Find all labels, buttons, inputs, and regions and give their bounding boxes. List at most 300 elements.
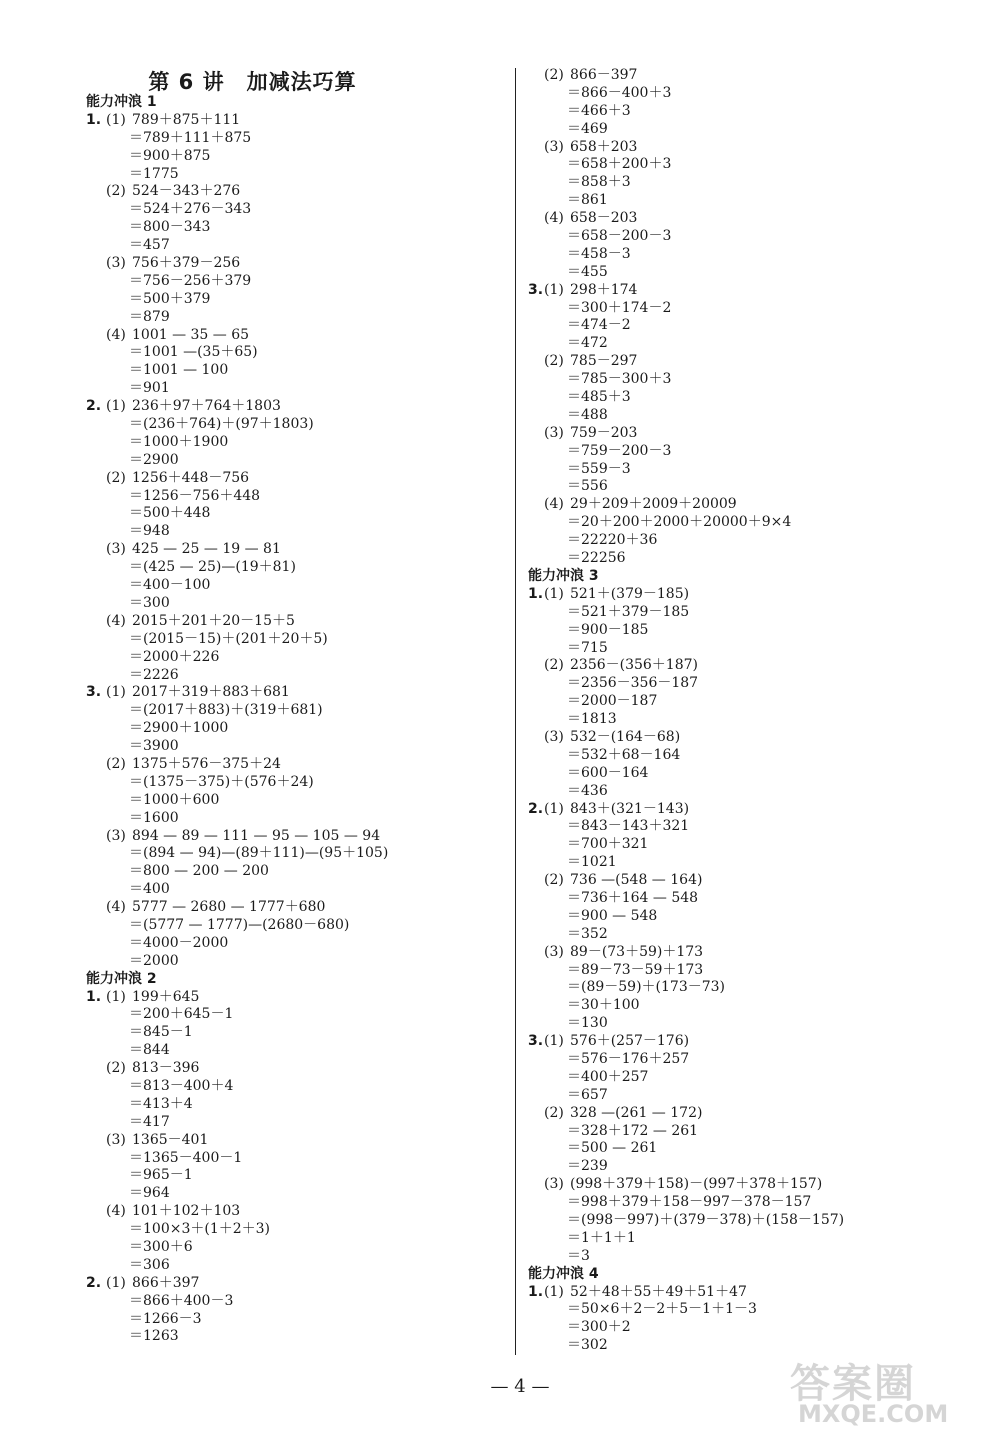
- expression: ＝455: [567, 263, 608, 280]
- sub-question-label: (3): [544, 138, 564, 155]
- solution-step: [86, 577, 506, 595]
- expression: ＝1001 — 100: [129, 362, 229, 379]
- expression: ＝300＋2: [567, 1319, 631, 1336]
- solution-step: [528, 1248, 968, 1266]
- problem-line: [86, 183, 506, 201]
- expression: ＝700＋321: [567, 836, 649, 853]
- sub-question-label: (2): [544, 657, 564, 674]
- problem-line: [528, 657, 968, 675]
- expression: ＝488: [567, 406, 608, 423]
- solution-step: [86, 792, 506, 810]
- expression: ＝400－100: [129, 577, 211, 594]
- solution-step: [528, 514, 968, 532]
- expression: ＝352: [567, 925, 608, 942]
- expression: ＝756－256＋379: [129, 272, 252, 289]
- expression: ＝500 — 261: [567, 1140, 658, 1157]
- solution-step: [86, 219, 506, 237]
- sub-question-label: (4): [106, 326, 126, 343]
- section-heading: 能力冲浪 3: [528, 567, 599, 584]
- sub-question-label: (2): [106, 183, 126, 200]
- solution-step: [86, 1185, 506, 1203]
- watermark-logo: [790, 1352, 990, 1432]
- solution-step: [86, 488, 506, 506]
- expression: 236＋97＋764＋1803: [132, 398, 281, 415]
- problem-number: 2.: [86, 1274, 102, 1291]
- sub-question-label: (2): [544, 1104, 564, 1121]
- expression: ＝1813: [567, 711, 617, 728]
- problem-line: [528, 353, 968, 371]
- expression: ＝2000: [129, 952, 179, 969]
- solution-step: [86, 1114, 506, 1132]
- page-number: — 4 —: [490, 1376, 550, 1397]
- problem-line: [528, 801, 968, 819]
- problem-line: [86, 112, 506, 130]
- expression: ＝600－164: [567, 764, 649, 781]
- expression: 1001 — 35 — 65: [132, 326, 250, 343]
- expression: ＝22256: [567, 550, 626, 567]
- problem-number: 1.: [86, 988, 102, 1005]
- expression: ＝800－343: [129, 219, 211, 236]
- solution-step: [528, 550, 968, 568]
- problem-line: [86, 1060, 506, 1078]
- expression: ＝715: [567, 639, 608, 656]
- expression: ＝1256－756＋448: [129, 487, 261, 504]
- solution-step: [528, 675, 968, 693]
- solution-step: [86, 130, 506, 148]
- column-divider: [515, 68, 516, 1355]
- expression: ＝239: [567, 1158, 608, 1175]
- expression: ＝(89－59)＋(173－73): [567, 979, 726, 996]
- sub-question-label: (1): [106, 988, 126, 1005]
- expression: 1256＋448－756: [132, 469, 250, 486]
- solution-step: [86, 344, 506, 362]
- expression: ＝458－3: [567, 245, 631, 262]
- expression: ＝900－185: [567, 621, 649, 638]
- solution-step: [86, 1024, 506, 1042]
- solution-step: [528, 1015, 968, 1033]
- solution-step: [86, 667, 506, 685]
- solution-step: [86, 774, 506, 792]
- solution-step: [528, 156, 968, 174]
- expression: ＝964: [129, 1185, 170, 1202]
- expression: ＝736＋164 — 548: [567, 889, 699, 906]
- solution-step: [528, 997, 968, 1015]
- sub-question-label: (2): [106, 469, 126, 486]
- solution-step: [528, 1140, 968, 1158]
- problem-line: [86, 899, 506, 917]
- expression: ＝556: [567, 478, 608, 495]
- problem-line: [86, 684, 506, 702]
- problem-line: [86, 1203, 506, 1221]
- solution-step: [86, 738, 506, 756]
- expression: ＝658＋200＋3: [567, 156, 672, 173]
- solution-step: [528, 979, 968, 997]
- solution-step: [86, 810, 506, 828]
- problem-number: 2.: [86, 398, 102, 415]
- right-column: [528, 67, 968, 1355]
- expression: ＝843－143＋321: [567, 818, 690, 835]
- expression: (998＋379＋158)－(997＋378＋157): [570, 1176, 823, 1193]
- expression: ＝900＋875: [129, 147, 211, 164]
- solution-step: [528, 443, 968, 461]
- problem-line: [528, 496, 968, 514]
- expression: 101＋102＋103: [132, 1203, 241, 1220]
- sub-question-label: (2): [544, 67, 564, 83]
- solution-step: [86, 416, 506, 434]
- expression: ＝300＋174－2: [567, 299, 672, 316]
- solution-step: [528, 693, 968, 711]
- expression: 658－203: [570, 210, 638, 227]
- solution-step: [528, 1230, 968, 1248]
- problem-line: [528, 944, 968, 962]
- section-heading: 能力冲浪 4: [528, 1265, 599, 1282]
- problem-line: [86, 470, 506, 488]
- problem-number: 1.: [86, 111, 102, 128]
- solution-step: [86, 1006, 506, 1024]
- solution-step: [86, 1096, 506, 1114]
- problem-number: 3.: [86, 684, 102, 701]
- solution-step: [86, 559, 506, 577]
- solution-step: [528, 85, 968, 103]
- page-title: 第 6 讲 加减法巧算: [148, 70, 357, 94]
- expression: ＝2900: [129, 451, 179, 468]
- solution-step: [86, 1150, 506, 1168]
- expression: ＝500＋379: [129, 290, 211, 307]
- solution-step: [528, 711, 968, 729]
- expression: ＝524＋276－343: [129, 201, 252, 218]
- watermark-url: MXQE.COM: [798, 1400, 949, 1428]
- expression: ＝658－200－3: [567, 228, 672, 245]
- section-heading: 能力冲浪 2: [86, 970, 157, 987]
- sub-question-label: (1): [106, 398, 126, 415]
- problem-line: [528, 139, 968, 157]
- solution-step: [528, 836, 968, 854]
- expression: ＝900 — 548: [567, 907, 658, 924]
- solution-step: [528, 371, 968, 389]
- solution-step: [86, 953, 506, 971]
- sub-question-label: (1): [106, 1274, 126, 1291]
- expression: ＝2356－356－187: [567, 675, 699, 692]
- expression: ＝20＋200＋2000＋20000＋9×4: [567, 514, 792, 531]
- solution-step: [528, 1212, 968, 1230]
- expression: ＝485＋3: [567, 389, 631, 406]
- expression: ＝1266－3: [129, 1310, 202, 1327]
- expression: ＝559－3: [567, 460, 631, 477]
- expression: ＝532＋68－164: [567, 746, 681, 763]
- expression: ＝22220＋36: [567, 532, 658, 549]
- solution-step: [528, 192, 968, 210]
- solution-step: [528, 765, 968, 783]
- left-column: [86, 94, 506, 1346]
- problem-line: [528, 729, 968, 747]
- expression: ＝400＋257: [567, 1068, 649, 1085]
- expression: ＝300: [129, 594, 170, 611]
- solution-step: [86, 1311, 506, 1329]
- expression: ＝901: [129, 380, 170, 397]
- expression: ＝1021: [567, 854, 617, 871]
- solution-step: [528, 121, 968, 139]
- expression: ＝(5777 — 1777)—(2680－680): [129, 916, 350, 933]
- solution-step: [528, 1319, 968, 1337]
- problem-line: [86, 398, 506, 416]
- sub-question-label: (3): [106, 827, 126, 844]
- expression: 2356－(356＋187): [570, 657, 698, 674]
- expression: 576＋(257－176): [570, 1033, 690, 1050]
- solution-step: [86, 291, 506, 309]
- solution-step: [528, 532, 968, 550]
- expression: 894 — 89 — 111 — 95 — 105 — 94: [132, 827, 381, 844]
- expression: 866－397: [570, 67, 638, 83]
- expression: 199＋645: [132, 988, 200, 1005]
- solution-step: [528, 228, 968, 246]
- expression: 843＋(321－143): [570, 800, 690, 817]
- problem-line: [528, 1176, 968, 1194]
- solution-step: [86, 166, 506, 184]
- solution-step: [86, 1167, 506, 1185]
- solution-step: [528, 854, 968, 872]
- sub-question-label: (3): [106, 255, 126, 272]
- expression: ＝(2015－15)＋(201＋20＋5): [129, 630, 328, 647]
- problem-line: [528, 586, 968, 604]
- solution-step: [528, 246, 968, 264]
- solution-step: [86, 1221, 506, 1239]
- solution-step: [86, 1328, 506, 1346]
- solution-step: [528, 407, 968, 425]
- expression: 866＋397: [132, 1274, 200, 1291]
- solution-step: [528, 1069, 968, 1087]
- expression: ＝800 — 200 — 200: [129, 863, 269, 880]
- solution-step: [86, 309, 506, 327]
- sub-question-label: (1): [106, 111, 126, 128]
- solution-step: [528, 317, 968, 335]
- expression: ＝1＋1＋1: [567, 1229, 636, 1246]
- expression: ＝576－176＋257: [567, 1050, 690, 1067]
- solution-step: [528, 461, 968, 479]
- sub-question-label: (1): [544, 1033, 564, 1050]
- problem-line: [86, 541, 506, 559]
- expression: ＝302: [567, 1337, 608, 1354]
- sub-question-label: (3): [544, 424, 564, 441]
- solution-step: [528, 389, 968, 407]
- solution-step: [86, 881, 506, 899]
- solution-step: [86, 237, 506, 255]
- expression: ＝466＋3: [567, 102, 631, 119]
- solution-step: [528, 103, 968, 121]
- sub-question-label: (4): [544, 210, 564, 227]
- solution-step: [86, 595, 506, 613]
- expression: ＝89－73－59＋173: [567, 961, 704, 978]
- expression: ＝306: [129, 1256, 170, 1273]
- expression: ＝4000－2000: [129, 934, 229, 951]
- sub-question-label: (3): [106, 541, 126, 558]
- solution-step: [86, 505, 506, 523]
- sub-question-label: (3): [544, 943, 564, 960]
- solution-step: [528, 174, 968, 192]
- sub-question-label: (2): [106, 755, 126, 772]
- solution-step: [86, 702, 506, 720]
- expression: ＝417: [129, 1113, 170, 1130]
- problem-line: [86, 613, 506, 631]
- expression: ＝2000－187: [567, 693, 658, 710]
- expression: ＝1600: [129, 809, 179, 826]
- solution-step: [86, 863, 506, 881]
- expression: ＝948: [129, 523, 170, 540]
- expression: ＝845－1: [129, 1024, 193, 1041]
- expression: ＝1000＋600: [129, 791, 220, 808]
- expression: ＝866＋400－3: [129, 1292, 234, 1309]
- expression: ＝(1375－375)＋(576＋24): [129, 773, 314, 790]
- problem-line: [528, 1033, 968, 1051]
- sub-question-label: (2): [544, 353, 564, 370]
- solution-step: [528, 908, 968, 926]
- expression: 521＋(379－185): [570, 585, 690, 602]
- problem-line: [528, 67, 968, 85]
- expression: 328 —(261 — 172): [570, 1104, 703, 1121]
- expression: ＝965－1: [129, 1167, 193, 1184]
- expression: ＝2000＋226: [129, 648, 220, 665]
- expression: 89－(73＋59)＋173: [570, 943, 704, 960]
- solution-step: [528, 1301, 968, 1319]
- solution-step: [86, 720, 506, 738]
- sub-question-label: (4): [106, 899, 126, 916]
- solution-step: [528, 335, 968, 353]
- expression: 1365－401: [132, 1131, 209, 1148]
- solution-step: [86, 362, 506, 380]
- problem-line: [86, 828, 506, 846]
- solution-step: [86, 1078, 506, 1096]
- expression: ＝413＋4: [129, 1095, 193, 1112]
- solution-step: [528, 1051, 968, 1069]
- problem-line: [528, 282, 968, 300]
- sub-question-label: (3): [106, 1131, 126, 1148]
- problem-line: [86, 756, 506, 774]
- expression: ＝130: [567, 1015, 608, 1032]
- sub-question-label: (1): [106, 684, 126, 701]
- expression: ＝30＋100: [567, 997, 640, 1014]
- expression: ＝472: [567, 335, 608, 352]
- problem-number: 3.: [528, 281, 544, 298]
- expression: 532－(164－68): [570, 728, 681, 745]
- expression: ＝328＋172 — 261: [567, 1122, 699, 1139]
- expression: ＝844: [129, 1042, 170, 1059]
- expression: ＝1365－400－1: [129, 1149, 243, 1166]
- solution-step: [528, 622, 968, 640]
- expression: ＝813－400＋4: [129, 1077, 234, 1094]
- expression: ＝879: [129, 308, 170, 325]
- expression: ＝500＋448: [129, 505, 211, 522]
- expression: ＝1001 —(35＋65): [129, 344, 258, 361]
- problem-line: [86, 1132, 506, 1150]
- expression: ＝861: [567, 192, 608, 209]
- expression: 29＋209＋2009＋20009: [570, 496, 737, 513]
- solution-step: [528, 926, 968, 944]
- problem-number: 3.: [528, 1033, 544, 1050]
- solution-step: [528, 1123, 968, 1141]
- solution-step: [86, 380, 506, 398]
- solution-step: [528, 783, 968, 801]
- sub-question-label: (1): [544, 1283, 564, 1300]
- sub-question-label: (2): [544, 872, 564, 889]
- solution-step: [86, 273, 506, 291]
- solution-step: [86, 434, 506, 452]
- expression: ＝50×6＋2－2＋5－1＋1－3: [567, 1301, 757, 1318]
- expression: ＝(998－997)＋(379－378)＋(158－157): [567, 1212, 845, 1228]
- expression: ＝400: [129, 881, 170, 898]
- expression: 425 — 25 — 19 — 81: [132, 541, 281, 558]
- expression: ＝469: [567, 120, 608, 137]
- solution-step: [86, 649, 506, 667]
- expression: 2015＋201＋20－15＋5: [132, 612, 295, 629]
- solution-step: [86, 917, 506, 935]
- solution-step: [86, 935, 506, 953]
- sub-question-label: (2): [106, 1060, 126, 1077]
- expression: 759－203: [570, 424, 638, 441]
- expression: 5777 — 2680 — 1777＋680: [132, 899, 326, 916]
- solution-step: [86, 201, 506, 219]
- expression: 298＋174: [570, 281, 638, 298]
- sub-question-label: (4): [106, 612, 126, 629]
- expression: 736 —(548 — 164): [570, 872, 703, 889]
- expression: ＝521＋379－185: [567, 603, 690, 620]
- problem-line: [86, 255, 506, 273]
- solution-step: [86, 1293, 506, 1311]
- expression: ＝(236＋764)＋(97＋1803): [129, 416, 314, 433]
- solution-step: [86, 631, 506, 649]
- expression: ＝(425 — 25)—(19＋81): [129, 559, 296, 576]
- expression: ＝1263: [129, 1328, 179, 1345]
- expression: ＝457: [129, 237, 170, 254]
- problem-number: 1.: [528, 585, 544, 602]
- sub-question-label: (1): [544, 281, 564, 298]
- problem-line: [86, 327, 506, 345]
- expression: ＝858＋3: [567, 174, 631, 191]
- solution-step: [528, 640, 968, 658]
- solution-step: [86, 523, 506, 541]
- expression: ＝(2017＋883)＋(319＋681): [129, 702, 323, 719]
- expression: ＝474－2: [567, 317, 631, 334]
- expression: ＝998＋379＋158－997－378－157: [567, 1194, 812, 1211]
- problem-line: [528, 210, 968, 228]
- section-heading: 能力冲浪 1: [86, 94, 157, 110]
- sub-question-label: (3): [544, 728, 564, 745]
- problem-line: [528, 1284, 968, 1302]
- sub-question-label: (4): [544, 496, 564, 513]
- sub-question-label: (1): [544, 585, 564, 602]
- expression: ＝866－400＋3: [567, 84, 672, 101]
- expression: 2017＋319＋883＋681: [132, 684, 290, 701]
- problem-line: [86, 1275, 506, 1293]
- expression: 785－297: [570, 353, 638, 370]
- problem-number: 2.: [528, 800, 544, 817]
- expression: ＝785－300＋3: [567, 371, 672, 388]
- sub-question-label: (3): [544, 1176, 564, 1193]
- expression: ＝759－200－3: [567, 442, 672, 459]
- solution-step: [528, 1194, 968, 1212]
- solution-step: [528, 962, 968, 980]
- solution-step: [528, 747, 968, 765]
- expression: ＝2226: [129, 666, 179, 683]
- solution-step: [528, 1158, 968, 1176]
- solution-step: [528, 890, 968, 908]
- expression: ＝657: [567, 1086, 608, 1103]
- solution-step: [86, 845, 506, 863]
- solution-step: [86, 148, 506, 166]
- expression: 524－343＋276: [132, 183, 241, 200]
- problem-line: [528, 425, 968, 443]
- expression: 1375＋576－375＋24: [132, 755, 281, 772]
- solution-step: [528, 604, 968, 622]
- expression: ＝200＋645－1: [129, 1006, 234, 1023]
